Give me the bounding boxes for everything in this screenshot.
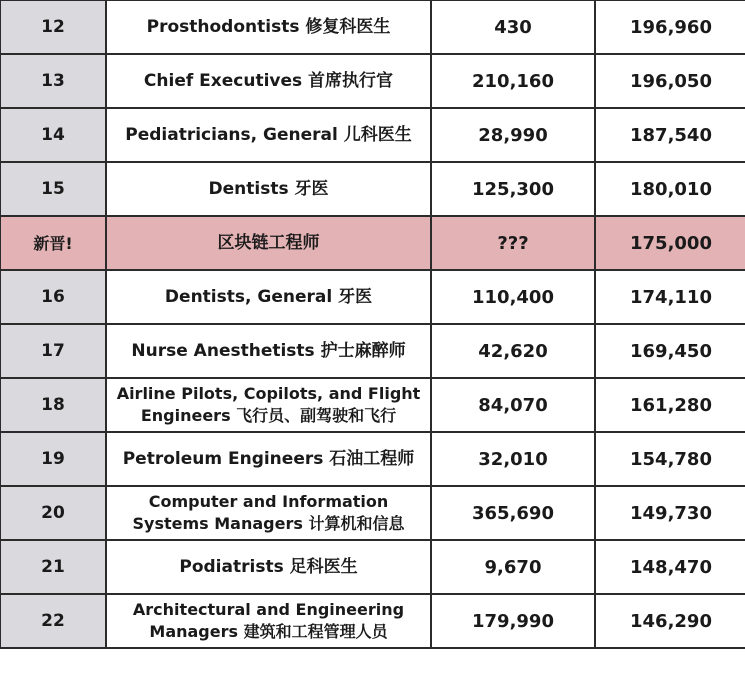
employment-cell: 210,160: [431, 54, 595, 108]
occupation-cell: Pediatricians, General 儿科医生: [106, 108, 431, 162]
rank-cell: 22: [0, 594, 106, 648]
wage-cell: 196,050: [595, 54, 745, 108]
rank-cell: 18: [0, 378, 106, 432]
table-row: [0, 486, 745, 540]
table-row: [0, 0, 745, 54]
occupation-cell: Petroleum Engineers 石油工程师: [106, 432, 431, 486]
table-row: [0, 540, 745, 594]
employment-cell: ???: [431, 216, 595, 270]
rank-cell: 20: [0, 486, 106, 540]
wage-cell: 175,000: [595, 216, 745, 270]
rank-cell: 17: [0, 324, 106, 378]
wage-cell: 146,290: [595, 594, 745, 648]
employment-cell: 28,990: [431, 108, 595, 162]
table-row: [0, 270, 745, 324]
wage-cell: 149,730: [595, 486, 745, 540]
occupation-cell: Airline Pilots, Copilots, and Flight Engineers 飞行员、副驾驶和飞行: [106, 378, 431, 432]
employment-cell: 9,670: [431, 540, 595, 594]
rank-cell: 16: [0, 270, 106, 324]
occupation-cell: 区块链工程师: [106, 216, 431, 270]
new-entry-badge: 新晋!: [0, 216, 106, 270]
wage-cell: 161,280: [595, 378, 745, 432]
highlighted-table-row: [0, 216, 745, 270]
table-row: [0, 378, 745, 432]
employment-cell: 430: [431, 0, 595, 54]
wage-cell: 174,110: [595, 270, 745, 324]
employment-cell: 125,300: [431, 162, 595, 216]
occupation-cell: Architectural and Engineering Managers 建筑和工程管理人员: [106, 594, 431, 648]
occupation-cell: Prosthodontists 修复科医生: [106, 0, 431, 54]
wage-cell: 180,010: [595, 162, 745, 216]
occupation-cell: Chief Executives 首席执行官: [106, 54, 431, 108]
table-row: [0, 432, 745, 486]
employment-cell: 84,070: [431, 378, 595, 432]
rank-cell: 12: [0, 0, 106, 54]
employment-cell: 110,400: [431, 270, 595, 324]
wage-cell: 196,960: [595, 0, 745, 54]
rank-cell: 13: [0, 54, 106, 108]
occupation-cell: Computer and Information Systems Managers 计算机和信息: [106, 486, 431, 540]
rank-cell: 15: [0, 162, 106, 216]
employment-cell: 42,620: [431, 324, 595, 378]
wage-cell: 169,450: [595, 324, 745, 378]
wage-cell: 154,780: [595, 432, 745, 486]
wage-cell: 148,470: [595, 540, 745, 594]
employment-cell: 179,990: [431, 594, 595, 648]
occupation-cell: Podiatrists 足科医生: [106, 540, 431, 594]
rank-cell: 21: [0, 540, 106, 594]
wage-cell: 187,540: [595, 108, 745, 162]
table-row: [0, 54, 745, 108]
rank-cell: 14: [0, 108, 106, 162]
table-row: [0, 108, 745, 162]
employment-cell: 32,010: [431, 432, 595, 486]
occupation-cell: Dentists, General 牙医: [106, 270, 431, 324]
table-row: [0, 162, 745, 216]
table-row: [0, 324, 745, 378]
employment-cell: 365,690: [431, 486, 595, 540]
rank-cell: 19: [0, 432, 106, 486]
table-row: [0, 594, 745, 648]
occupation-cell: Nurse Anesthetists 护士麻醉师: [106, 324, 431, 378]
occupation-cell: Dentists 牙医: [106, 162, 431, 216]
